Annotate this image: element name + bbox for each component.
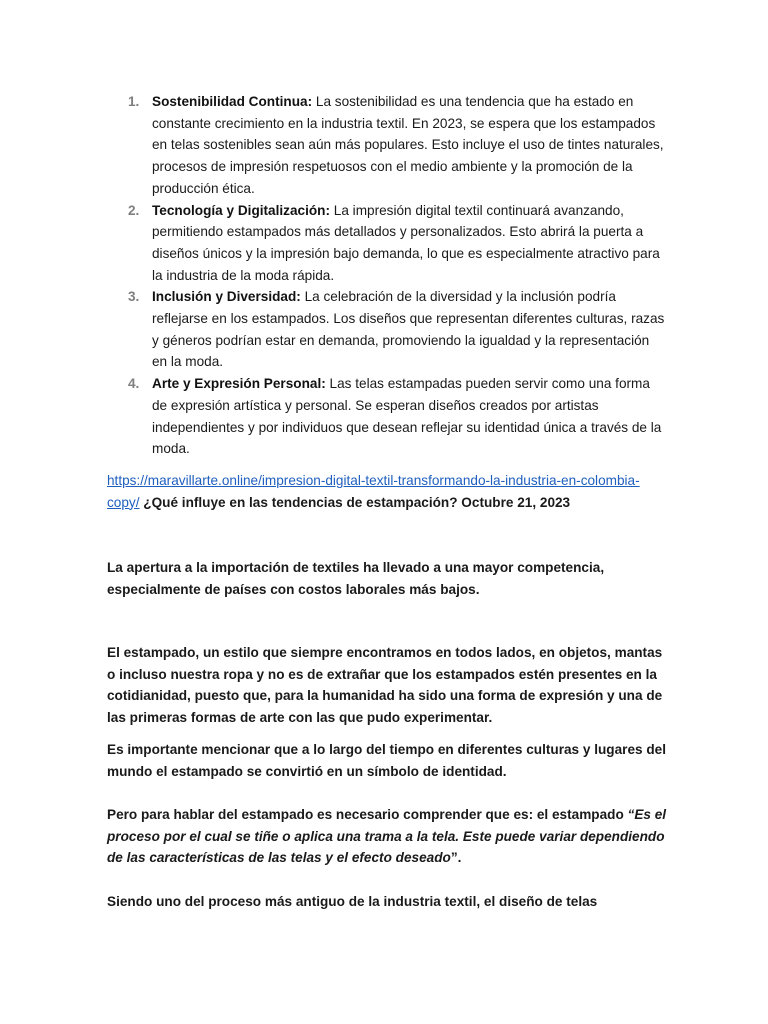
list-item <box>108 200 668 287</box>
list-term: Arte y Expresión Personal: <box>152 376 326 392</box>
source-citation <box>107 470 667 513</box>
list-item <box>108 286 668 373</box>
list-number: 3. <box>128 289 140 305</box>
list-number: 1. <box>128 94 140 109</box>
definition-quote: “Es el proceso por el cual se tiñe o aplica una trama a la tela. Este puede variar dependiendo de las características de las telas y el efecto deseado <box>107 807 667 866</box>
definition-end: ”. <box>450 850 462 866</box>
list-text: La sostenibilidad es una tendencia que ha estado en constante crecimiento en la industria textil. En 2023, se espera que los estampados en telas sostenibles sean aún más populares. Esto incluye el uso de tintes naturales, procesos de impresión respetuosos con el medio ambiente y la promoción de la producción ética. <box>152 94 664 196</box>
paragraph-import-competition: La apertura a la importación de textiles ha llevado a una mayor competencia, especialmente de países con costos laborales más bajos. <box>107 560 605 597</box>
list-text: Las telas estampadas pueden servir como una forma de expresión artística y personal. Se esperan diseños creados por artistas independientes y por individuos que desean reflejar su identidad única a través de la moda. <box>152 376 662 457</box>
list-number: 4. <box>128 376 140 392</box>
list-term: Tecnología y Digitalización: <box>152 202 330 218</box>
list-number: 2. <box>128 202 140 218</box>
list-term: Inclusión y Diversidad: <box>152 289 301 305</box>
definition-lead: Pero para hablar del estampado es necesario comprender que es: el estampado <box>107 807 628 822</box>
source-link[interactable]: https://maravillarte.online/impresion-digital-textil-transformando-la-industria-en-colombia-copy/ <box>107 473 640 510</box>
list-text: La impresión digital textil continuará avanzando, permitiendo estampados más detallados y personalizados. Esto abrirá la puerta a diseños únicos y la impresión bajo demanda, lo que es especialmente atractivo para la industria de la moda rápida. <box>152 202 660 283</box>
paragraph-identity: Es importante mencionar que a lo largo del tiempo en diferentes culturas y lugares del mundo el estampado se convirtió en un símbolo de identidad. <box>107 742 666 779</box>
trends-list <box>108 91 668 460</box>
list-item <box>108 373 668 460</box>
paragraph-estampado-intro: El estampado, un estilo que siempre encontramos en todos lados, en objetos, mantas o incluso nuestra ropa y no es de extrañar que los estampados estén presentes en la cotidianidad, puesto que, para la humanidad ha sido una forma de expresión y una de las primeras formas de arte con las que pudo experimentar. <box>107 645 663 726</box>
list-text: La celebración de la diversidad y la inclusión podría reflejarse en los estampados. Los diseños que representan diferentes culturas, razas y géneros podrían estar en demanda, promoviendo la igualdad y la representación en la moda. <box>152 289 665 370</box>
paragraph-definition <box>107 804 667 869</box>
paragraph-oldest-process: Siendo uno del proceso más antiguo de la industria textil, el diseño de telas <box>107 894 598 909</box>
source-caption: ¿Qué influye en las tendencias de estampación? Octubre 21, 2023 <box>139 494 571 510</box>
list-term: Sostenibilidad Continua: <box>152 94 313 109</box>
list-item <box>108 91 668 200</box>
